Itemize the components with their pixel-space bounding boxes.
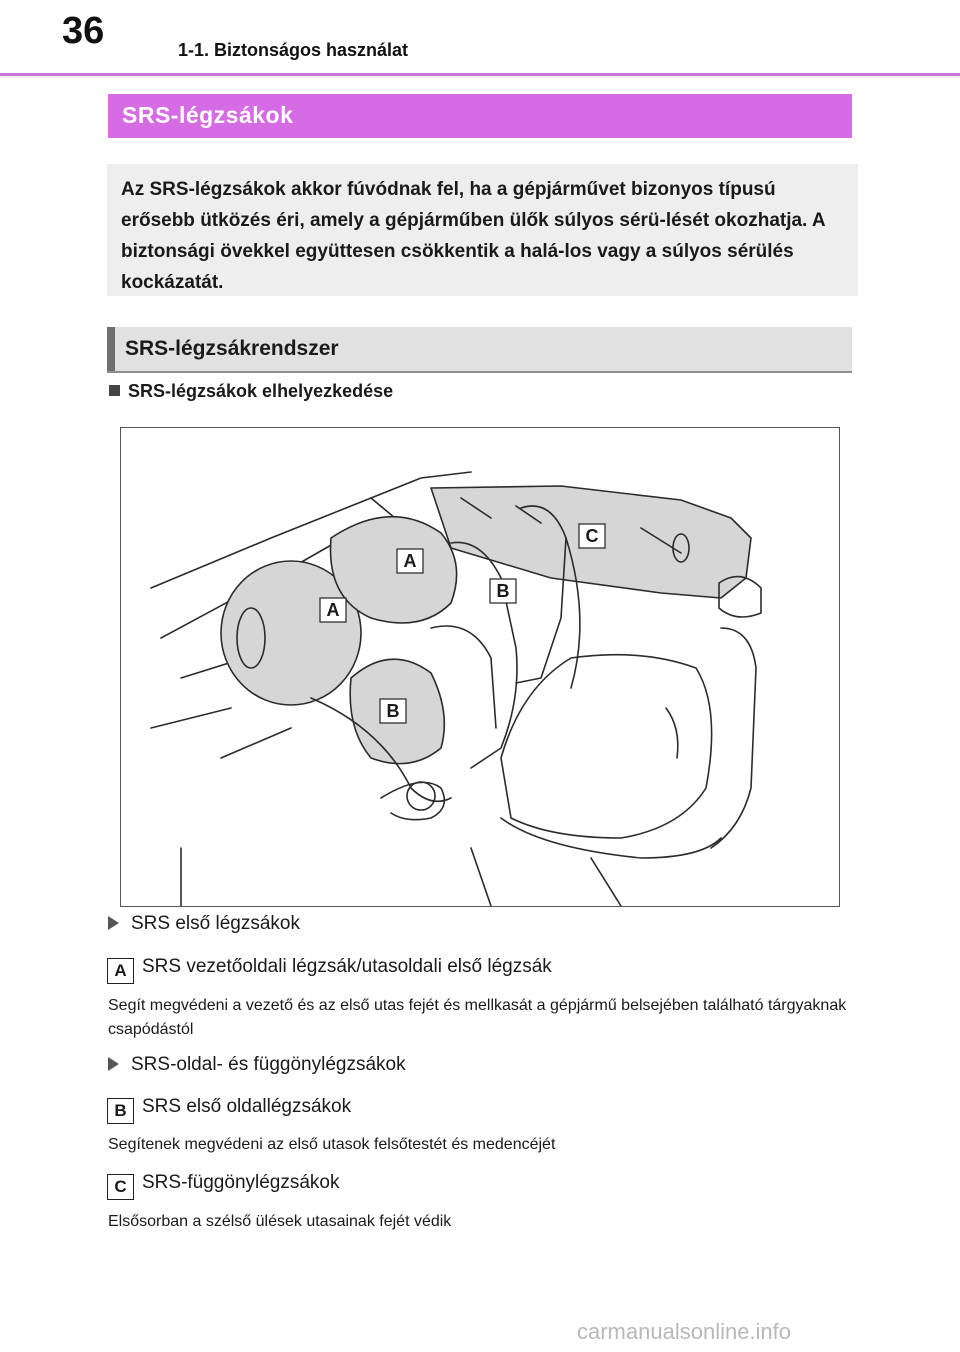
airbag-location-figure [120,427,840,907]
svg-text:A: A [326,600,340,620]
svg-text:A: A [403,551,417,571]
section-banner [108,94,852,138]
triangle-bullet-icon [108,916,119,930]
page-number: 36 [62,10,105,52]
svg-text:B: B [496,581,510,601]
letter-c-box: C [107,1174,134,1200]
item-c [107,1172,340,1200]
square-bullet-icon [109,385,120,396]
group-side-curtain-airbags [108,1054,406,1076]
label-b-passenger [490,579,516,603]
group-front-label: SRS első légzsákok [131,913,300,934]
intro-text: Az SRS-légzsákok akkor fúvódnak fel, ha a gépjárművet bizonyos típusú erősebb ütközés éri, amely a gépjárműben ülők súlyos sérü-lését okozhatja. A biztonsági övekkel együttesen csökkentik a halá-los vagy a súlyos sérülés kockázatát. [121,179,825,293]
section-title: SRS-légzsákok [122,102,294,128]
group-side-label: SRS-oldal- és függönylégzsákok [131,1054,406,1075]
item-b [107,1096,351,1124]
letter-b-box: B [107,1098,134,1124]
group-front-airbags [108,913,300,935]
car-interior-illustration [121,428,839,906]
item-b-description: Segítenek megvédeni az első utasok felsőtestét és medencéjét [108,1136,556,1153]
item-c-title: SRS-függönylégzsákok [142,1172,340,1193]
item-a-title: SRS vezetőoldali légzsák/utasoldali első légzsák [142,956,552,977]
svg-text:B: B [386,701,400,721]
bullet-heading-text: SRS-légzsákok elhelyezkedése [128,381,394,401]
label-a-driver [320,598,346,622]
item-a-description: Segít megvédeni a vezető és az első utas fejét és mellkasát a gépjármű belsejében található tárgyaknak csapódástól [108,997,847,1038]
item-c-description: Elsősorban a szélső ülések utasainak fejét védik [108,1213,452,1230]
subsection-bar [107,327,852,373]
header-divider [0,73,960,76]
chapter-title: 1-1. Biztonságos használat [178,40,409,60]
watermark: carmanualsonline.info [577,1319,792,1344]
subsection-accent [107,327,115,371]
bullet-heading [109,381,393,402]
letter-a-box: A [107,958,134,984]
svg-text:C: C [585,526,599,546]
label-c-curtain [579,524,605,548]
subsection-title: SRS-légzsákrendszer [125,337,339,360]
label-b-driver [380,699,406,723]
item-b-title: SRS első oldallégzsákok [142,1096,352,1117]
triangle-bullet-icon [108,1057,119,1071]
item-a [107,956,552,984]
label-a-passenger [397,549,423,573]
intro-box [107,164,858,296]
